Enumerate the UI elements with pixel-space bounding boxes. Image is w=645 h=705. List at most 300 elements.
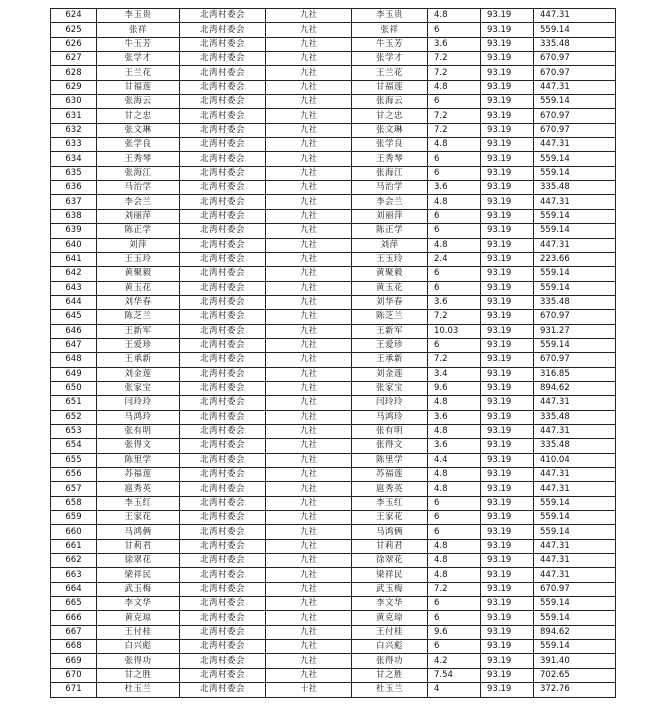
area-value-cell: 4.8 [428,468,481,482]
area-value-cell: 9.6 [428,381,481,395]
table-row [51,468,616,482]
recipient-name-cell: 王玉玲 [97,252,180,266]
group-cell: 九社 [266,37,352,51]
area-value-cell: 4.8 [428,80,481,94]
row-number-cell: 640 [51,238,97,252]
payee-name-cell: 王新军 [352,324,428,338]
recipient-name-cell: 刘丽萍 [97,209,180,223]
recipient-name-cell: 李玉红 [97,496,180,510]
payee-name-cell: 刘萍 [352,238,428,252]
table-row [51,80,616,94]
group-cell: 九社 [266,668,352,682]
row-number-cell: 639 [51,224,97,238]
group-cell: 九社 [266,525,352,539]
amount-value-cell: 335.48 [534,181,616,195]
group-cell: 九社 [266,152,352,166]
amount-value-cell: 335.48 [534,410,616,424]
area-value-cell: 4.8 [428,482,481,496]
village-committee-cell: 北湾村委会 [180,424,266,438]
group-cell: 九社 [266,281,352,295]
unit-price-cell: 93.19 [481,310,534,324]
unit-price-cell: 93.19 [481,52,534,66]
payee-name-cell: 张有明 [352,424,428,438]
payee-name-cell: 李文华 [352,597,428,611]
village-committee-cell: 北湾村委会 [180,453,266,467]
recipient-name-cell: 张学才 [97,52,180,66]
group-cell: 九社 [266,166,352,180]
area-value-cell: 6 [428,224,481,238]
table-row [51,267,616,281]
recipient-name-cell: 陈正学 [97,224,180,238]
unit-price-cell: 93.19 [481,482,534,496]
payee-name-cell: 王付桂 [352,625,428,639]
recipient-name-cell: 梁祥民 [97,568,180,582]
amount-value-cell: 559.14 [534,281,616,295]
payee-name-cell: 张海云 [352,95,428,109]
unit-price-cell: 93.19 [481,654,534,668]
unit-price-cell: 93.19 [481,9,534,23]
payee-name-cell: 甘莉君 [352,539,428,553]
group-cell: 九社 [266,381,352,395]
row-number-cell: 654 [51,439,97,453]
payee-name-cell: 甘福莲 [352,80,428,94]
area-value-cell: 4.8 [428,9,481,23]
payee-name-cell: 陈芝兰 [352,310,428,324]
row-number-cell: 626 [51,37,97,51]
group-cell: 九社 [266,252,352,266]
table-row [51,654,616,668]
village-committee-cell: 北湾村委会 [180,353,266,367]
amount-value-cell: 670.97 [534,66,616,80]
group-cell: 九社 [266,554,352,568]
payee-name-cell: 张海江 [352,166,428,180]
group-cell: 九社 [266,181,352,195]
payee-name-cell: 王兰花 [352,66,428,80]
area-value-cell: 6 [428,152,481,166]
unit-price-cell: 93.19 [481,295,534,309]
group-cell: 九社 [266,238,352,252]
row-number-cell: 646 [51,324,97,338]
amount-value-cell: 559.14 [534,640,616,654]
area-value-cell: 7.2 [428,310,481,324]
area-value-cell: 6 [428,511,481,525]
village-committee-cell: 北湾村委会 [180,625,266,639]
amount-value-cell: 559.14 [534,166,616,180]
amount-value-cell: 559.14 [534,511,616,525]
recipient-name-cell: 武玉梅 [97,582,180,596]
village-committee-cell: 北湾村委会 [180,238,266,252]
row-number-cell: 628 [51,66,97,80]
amount-value-cell: 670.97 [534,109,616,123]
group-cell: 九社 [266,468,352,482]
recipient-name-cell: 刘华春 [97,295,180,309]
area-value-cell: 3.4 [428,367,481,381]
row-number-cell: 631 [51,109,97,123]
area-value-cell: 10.03 [428,324,481,338]
unit-price-cell: 93.19 [481,166,534,180]
row-number-cell: 665 [51,597,97,611]
unit-price-cell: 93.19 [481,396,534,410]
recipient-name-cell: 李文华 [97,597,180,611]
village-committee-cell: 北湾村委会 [180,367,266,381]
payee-name-cell: 扈秀英 [352,482,428,496]
amount-value-cell: 894.62 [534,381,616,395]
table-row [51,568,616,582]
group-cell: 九社 [266,52,352,66]
table-row [51,554,616,568]
row-number-cell: 647 [51,338,97,352]
group-cell: 九社 [266,138,352,152]
table-row [51,138,616,152]
village-committee-cell: 北湾村委会 [180,66,266,80]
row-number-cell: 669 [51,654,97,668]
amount-value-cell: 559.14 [534,597,616,611]
amount-value-cell: 670.97 [534,353,616,367]
payee-name-cell: 徐翠花 [352,554,428,568]
payee-name-cell: 白兴彪 [352,640,428,654]
table-row [51,23,616,37]
group-cell: 九社 [266,80,352,94]
unit-price-cell: 93.19 [481,338,534,352]
table-row [51,582,616,596]
table-row [51,109,616,123]
table-row [51,439,616,453]
payee-name-cell: 黄聚毅 [352,267,428,281]
unit-price-cell: 93.19 [481,525,534,539]
payee-name-cell: 张文琳 [352,123,428,137]
unit-price-cell: 93.19 [481,238,534,252]
payee-name-cell: 黄克琼 [352,611,428,625]
table-row [51,668,616,682]
table-row [51,338,616,352]
table-row [51,525,616,539]
table-row [51,381,616,395]
village-committee-cell: 北湾村委会 [180,381,266,395]
table-row [51,453,616,467]
amount-value-cell: 447.31 [534,195,616,209]
amount-value-cell: 447.31 [534,539,616,553]
table-row [51,224,616,238]
table-row [51,295,616,309]
area-value-cell: 4.8 [428,138,481,152]
village-committee-cell: 北湾村委会 [180,525,266,539]
amount-value-cell: 894.62 [534,625,616,639]
row-number-cell: 624 [51,9,97,23]
village-committee-cell: 北湾村委会 [180,152,266,166]
row-number-cell: 650 [51,381,97,395]
area-value-cell: 4.8 [428,554,481,568]
amount-value-cell: 559.14 [534,496,616,510]
row-number-cell: 667 [51,625,97,639]
row-number-cell: 659 [51,511,97,525]
village-committee-cell: 北湾村委会 [180,539,266,553]
payee-name-cell: 马治学 [352,181,428,195]
unit-price-cell: 93.19 [481,224,534,238]
row-number-cell: 625 [51,23,97,37]
area-value-cell: 6 [428,95,481,109]
village-committee-cell: 北湾村委会 [180,310,266,324]
row-number-cell: 666 [51,611,97,625]
amount-value-cell: 559.14 [534,611,616,625]
area-value-cell: 6 [428,525,481,539]
unit-price-cell: 93.19 [481,424,534,438]
table-row [51,324,616,338]
area-value-cell: 7.2 [428,353,481,367]
area-value-cell: 6 [428,23,481,37]
payee-name-cell: 马鸿俩 [352,525,428,539]
group-cell: 九社 [266,654,352,668]
row-number-cell: 645 [51,310,97,324]
group-cell: 九社 [266,66,352,80]
table-row [51,95,616,109]
recipient-name-cell: 张得文 [97,439,180,453]
table-row [51,66,616,80]
table-row [51,597,616,611]
row-number-cell: 657 [51,482,97,496]
row-number-cell: 653 [51,424,97,438]
group-cell: 九社 [266,482,352,496]
payee-name-cell: 张祥 [352,23,428,37]
table-row [51,539,616,553]
payee-name-cell: 张学才 [352,52,428,66]
unit-price-cell: 93.19 [481,568,534,582]
amount-value-cell: 559.14 [534,224,616,238]
area-value-cell: 7.2 [428,109,481,123]
amount-value-cell: 559.14 [534,209,616,223]
table-row [51,625,616,639]
payee-name-cell: 马鸿玲 [352,410,428,424]
payee-name-cell: 杜玉兰 [352,683,428,697]
unit-price-cell: 93.19 [481,109,534,123]
unit-price-cell: 93.19 [481,324,534,338]
amount-value-cell: 670.97 [534,582,616,596]
group-cell: 九社 [266,640,352,654]
amount-value-cell: 670.97 [534,310,616,324]
payee-name-cell: 张得文 [352,439,428,453]
payee-name-cell: 李会兰 [352,195,428,209]
row-number-cell: 632 [51,123,97,137]
amount-value-cell: 559.14 [534,152,616,166]
unit-price-cell: 93.19 [481,138,534,152]
village-committee-cell: 北湾村委会 [180,23,266,37]
group-cell: 九社 [266,195,352,209]
table-row [51,37,616,51]
village-committee-cell: 北湾村委会 [180,640,266,654]
unit-price-cell: 93.19 [481,582,534,596]
village-committee-cell: 北湾村委会 [180,9,266,23]
group-cell: 九社 [266,338,352,352]
recipient-name-cell: 张祥 [97,23,180,37]
row-number-cell: 641 [51,252,97,266]
amount-value-cell: 702.65 [534,668,616,682]
table-row [51,195,616,209]
recipient-name-cell: 张有明 [97,424,180,438]
amount-value-cell: 447.31 [534,482,616,496]
unit-price-cell: 93.19 [481,195,534,209]
row-number-cell: 638 [51,209,97,223]
amount-value-cell: 559.14 [534,525,616,539]
area-value-cell: 4.8 [428,539,481,553]
amount-value-cell: 447.31 [534,80,616,94]
area-value-cell: 4 [428,683,481,697]
amount-value-cell: 316.85 [534,367,616,381]
recipient-name-cell: 李玉贵 [97,9,180,23]
village-committee-cell: 北湾村委会 [180,181,266,195]
area-value-cell: 6 [428,338,481,352]
group-cell: 九社 [266,424,352,438]
recipient-name-cell: 张得功 [97,654,180,668]
group-cell: 九社 [266,611,352,625]
recipient-name-cell: 杜玉兰 [97,683,180,697]
row-number-cell: 652 [51,410,97,424]
village-committee-cell: 北湾村委会 [180,324,266,338]
payee-name-cell: 梁祥民 [352,568,428,582]
group-cell: 九社 [266,23,352,37]
group-cell: 九社 [266,439,352,453]
village-committee-cell: 北湾村委会 [180,396,266,410]
recipient-name-cell: 马鸿俩 [97,525,180,539]
recipient-name-cell: 牛玉芳 [97,37,180,51]
area-value-cell: 9.6 [428,625,481,639]
amount-value-cell: 223.66 [534,252,616,266]
area-value-cell: 7.2 [428,52,481,66]
area-value-cell: 7.54 [428,668,481,682]
group-cell: 九社 [266,224,352,238]
table-body [51,9,616,698]
recipient-name-cell: 王付桂 [97,625,180,639]
unit-price-cell: 93.19 [481,668,534,682]
payee-name-cell: 苏福莲 [352,468,428,482]
recipient-name-cell: 甘福莲 [97,80,180,94]
village-committee-cell: 北湾村委会 [180,109,266,123]
amount-value-cell: 447.31 [534,554,616,568]
table-row [51,410,616,424]
amount-value-cell: 447.31 [534,9,616,23]
table-row [51,496,616,510]
area-value-cell: 2.4 [428,252,481,266]
payee-name-cell: 李玉贵 [352,9,428,23]
table-row [51,511,616,525]
village-committee-cell: 北湾村委会 [180,80,266,94]
area-value-cell: 6 [428,496,481,510]
payee-name-cell: 张得功 [352,654,428,668]
group-cell: 九社 [266,453,352,467]
group-cell: 九社 [266,597,352,611]
row-number-cell: 642 [51,267,97,281]
table-row [51,209,616,223]
table-row [51,152,616,166]
unit-price-cell: 93.19 [481,453,534,467]
area-value-cell: 6 [428,281,481,295]
area-value-cell: 4.8 [428,568,481,582]
area-value-cell: 6 [428,267,481,281]
group-cell: 九社 [266,9,352,23]
group-cell: 九社 [266,310,352,324]
recipient-name-cell: 甘莉君 [97,539,180,553]
unit-price-cell: 93.19 [481,23,534,37]
area-value-cell: 6 [428,640,481,654]
group-cell: 九社 [266,209,352,223]
group-cell: 九社 [266,396,352,410]
payee-name-cell: 甘之忠 [352,109,428,123]
payee-name-cell: 刘丽萍 [352,209,428,223]
amount-value-cell: 447.31 [534,138,616,152]
row-number-cell: 660 [51,525,97,539]
group-cell: 九社 [266,324,352,338]
recipient-name-cell: 马鸿玲 [97,410,180,424]
area-value-cell: 7.2 [428,123,481,137]
group-cell: 九社 [266,568,352,582]
unit-price-cell: 93.19 [481,66,534,80]
payee-name-cell: 张家宝 [352,381,428,395]
recipient-name-cell: 王家花 [97,511,180,525]
amount-value-cell: 559.14 [534,95,616,109]
amount-value-cell: 447.31 [534,238,616,252]
village-committee-cell: 北湾村委会 [180,123,266,137]
payee-name-cell: 闫玲玲 [352,396,428,410]
area-value-cell: 3.6 [428,181,481,195]
payee-name-cell: 陈正学 [352,224,428,238]
village-committee-cell: 北湾村委会 [180,568,266,582]
amount-value-cell: 391.40 [534,654,616,668]
row-number-cell: 637 [51,195,97,209]
village-committee-cell: 北湾村委会 [180,295,266,309]
area-value-cell: 3.6 [428,295,481,309]
village-committee-cell: 北湾村委会 [180,410,266,424]
payee-name-cell: 黄玉花 [352,281,428,295]
area-value-cell: 6 [428,611,481,625]
amount-value-cell: 559.14 [534,267,616,281]
village-committee-cell: 北湾村委会 [180,281,266,295]
amount-value-cell: 559.14 [534,23,616,37]
recipient-name-cell: 王秀琴 [97,152,180,166]
row-number-cell: 651 [51,396,97,410]
row-number-cell: 634 [51,152,97,166]
table-row [51,310,616,324]
recipient-name-cell: 刘萍 [97,238,180,252]
village-committee-cell: 北湾村委会 [180,554,266,568]
unit-price-cell: 93.19 [481,252,534,266]
recipient-name-cell: 张海云 [97,95,180,109]
area-value-cell: 3.6 [428,410,481,424]
row-number-cell: 630 [51,95,97,109]
table-row [51,281,616,295]
unit-price-cell: 93.19 [481,554,534,568]
row-number-cell: 649 [51,367,97,381]
unit-price-cell: 93.19 [481,152,534,166]
group-cell: 九社 [266,410,352,424]
recipient-name-cell: 陈芝兰 [97,310,180,324]
area-value-cell: 6 [428,209,481,223]
payee-name-cell: 王家花 [352,511,428,525]
group-cell: 十社 [266,683,352,697]
row-number-cell: 648 [51,353,97,367]
recipient-name-cell: 闫玲玲 [97,396,180,410]
village-committee-cell: 北湾村委会 [180,37,266,51]
payee-name-cell: 刘华春 [352,295,428,309]
area-value-cell: 3.6 [428,37,481,51]
area-value-cell: 6 [428,597,481,611]
group-cell: 九社 [266,625,352,639]
payee-name-cell: 王爱珍 [352,338,428,352]
table-row [51,238,616,252]
recipient-name-cell: 陈里学 [97,453,180,467]
group-cell: 九社 [266,295,352,309]
table-row [51,353,616,367]
table-row [51,252,616,266]
group-cell: 九社 [266,95,352,109]
village-committee-cell: 北湾村委会 [180,166,266,180]
